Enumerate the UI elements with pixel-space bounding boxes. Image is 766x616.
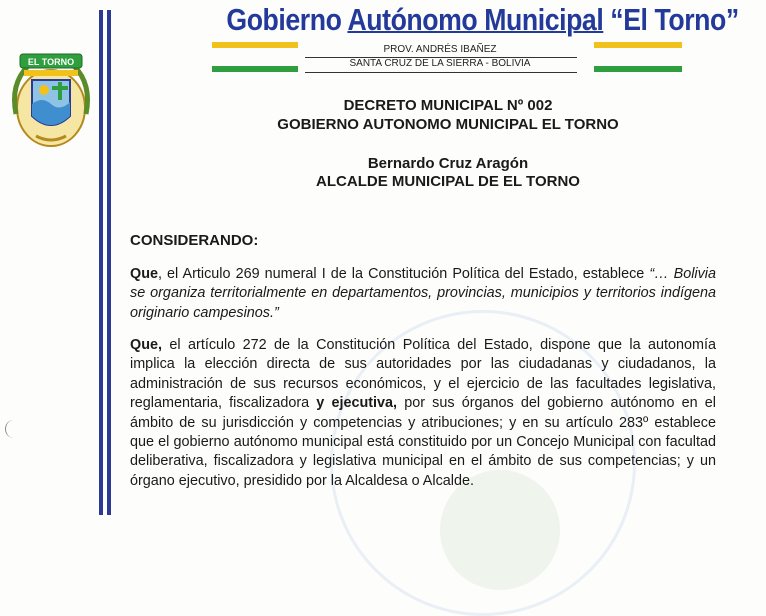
header-divider-bottom [305,72,577,73]
paragraph-1-lead: Que [130,266,158,282]
header-title-pre: Gobierno [226,2,348,37]
considerando-heading: CONSIDERANDO: [130,232,259,249]
green-stripe-left [212,66,298,72]
paragraph-2 [130,336,716,491]
yellow-stripe-left [212,42,298,48]
header-city: SANTA CRUZ DE LA SIERRA - BOLIVIA [349,58,531,69]
municipal-coat-of-arms-icon [6,44,96,152]
paragraph-2-emphasis: y ejecutiva, [316,395,398,412]
green-stripe-right [594,66,682,72]
mayor-name: Bernardo Cruz Aragón [367,155,529,172]
logo-banner-text: EL TORNO [27,57,75,67]
paragraph-1-text: , el Articulo 269 numeral I de la Constitución Política del Estado, establece [158,266,650,282]
paragraph-1 [130,265,716,323]
paragraph-2-text-1: el artículo 272 de la Constitución Política del Estado, dispone que la autonomía implica la elección directa de sus autoridades por las ciudadanas y ciudadanos, la administración de sus recursos económicos, y el ejercicio de las facultades legislativa, reglamentaria, fiscalizadora [130,337,716,412]
paragraph-2-lead: Que, [130,337,162,353]
header-province: PROV. ANDRÉS IBAÑEZ [383,44,497,55]
yellow-stripe-right [594,42,682,48]
header-title [226,2,739,38]
header-title-post: “El Torno” [603,2,739,37]
mayor-title: ALCALDE MUNICIPAL DE EL TORNO [316,173,580,190]
header-title-underlined: Autónomo Municipal [347,2,604,37]
margin-punch-mark [5,420,22,438]
decree-issuer: GOBIERNO AUTONOMO MUNICIPAL EL TORNO [277,116,619,133]
left-margin-rule-2 [107,10,111,515]
paragraph-1-quote: “… Bolivia se organiza territorialmente en departamentos, provincias, municipios y territorios indígena originario campesinos.” [130,266,716,321]
left-margin-rule-1 [99,10,103,515]
paragraph-2-text-2: por sus órganos del gobierno autónomo en el ámbito de su jurisdicción y competencias y atribuciones; y en su artículo 283º establece que el gobierno autónomo municipal está constituido por un Concejo Municipal con facultad deliberativa, fiscalizadora y legislativa municipal en el ámbito de sus competencias; y un órgano ejecutivo, presidido por la Alcaldesa o Alcalde. [130,395,716,489]
decree-number: DECRETO MUNICIPAL Nº 002 [343,97,553,114]
